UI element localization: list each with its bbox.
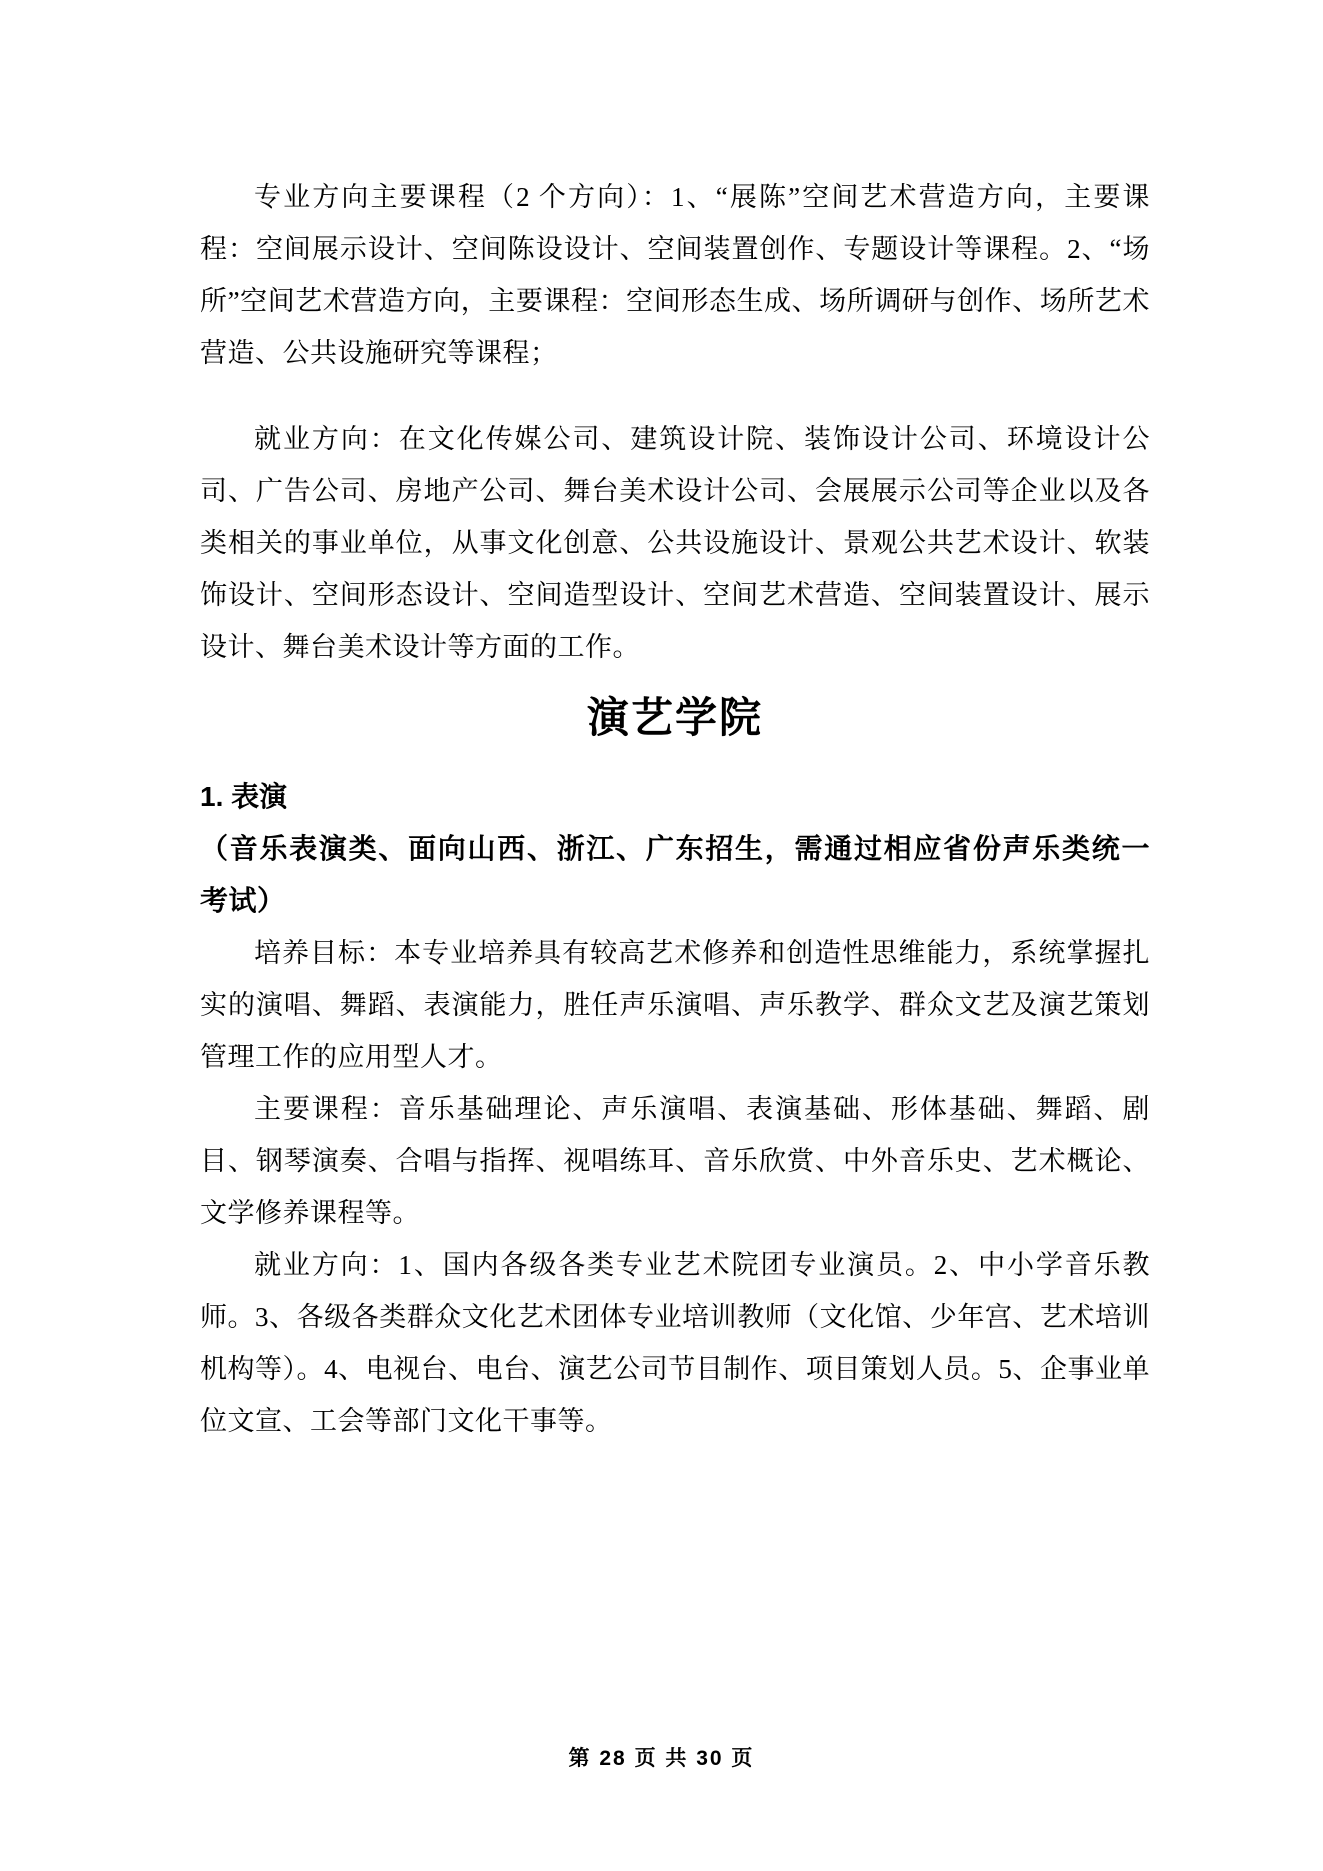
paragraph-main-courses: 主要课程：音乐基础理论、声乐演唱、表演基础、形体基础、舞蹈、剧目、钢琴演奏、合唱与指挥、视唱练耳、音乐欣赏、中外音乐史、艺术概论、文学修养课程等。 bbox=[200, 1094, 1150, 1228]
admission-note-line-1: （音乐表演类、面向山西、浙江、广东招生，需通过相应省份声乐类统一 bbox=[200, 833, 1150, 864]
paragraph-major-direction-courses: 专业方向主要课程（2 个方向）：1、“展陈”空间艺术营造方向，主要课程：空间展示设计、空间陈设设计、空间装置创作、专题设计等课程。2、“场所”空间艺术营造方向，主要课程：空间形态生成、场所调研与创作、场所艺术营造、公共设施研究等课程； bbox=[200, 182, 1150, 368]
paragraph-employment-performance: 就业方向：1、国内各级各类专业艺术院团专业演员。2、中小学音乐教师。3、各级各类群众文化艺术团体专业培训教师（文化馆、少年宫、艺术培训机构等）。4、电视台、电台、演艺公司节目制作、项目策划人员。5、企事业单位文宣、工会等部门文化干事等。 bbox=[200, 1250, 1150, 1436]
college-heading: 演艺学院 bbox=[586, 694, 763, 741]
page-number-footer: 第 28 页 共 30 页 bbox=[568, 1747, 755, 1770]
document-content bbox=[200, 171, 1150, 1447]
paragraph-training-goal: 培养目标：本专业培养具有较高艺术修养和创造性思维能力，系统掌握扎实的演唱、舞蹈、表演能力，胜任声乐演唱、声乐教学、群众文艺及演艺策划管理工作的应用型人才。 bbox=[200, 938, 1150, 1072]
major-title-performance: 1. 表演 bbox=[200, 781, 288, 812]
paragraph-employment-environment-art: 就业方向：在文化传媒公司、建筑设计院、装饰设计公司、环境设计公司、广告公司、房地产公司、舞台美术设计公司、会展展示公司等企业以及各类相关的事业单位，从事文化创意、公共设施设计、景观公共艺术设计、软装饰设计、空间形态设计、空间造型设计、空间艺术营造、空间装置设计、展示设计、舞台美术设计等方面的工作。 bbox=[200, 424, 1150, 662]
admission-note-line-2: 考试） bbox=[200, 885, 286, 916]
